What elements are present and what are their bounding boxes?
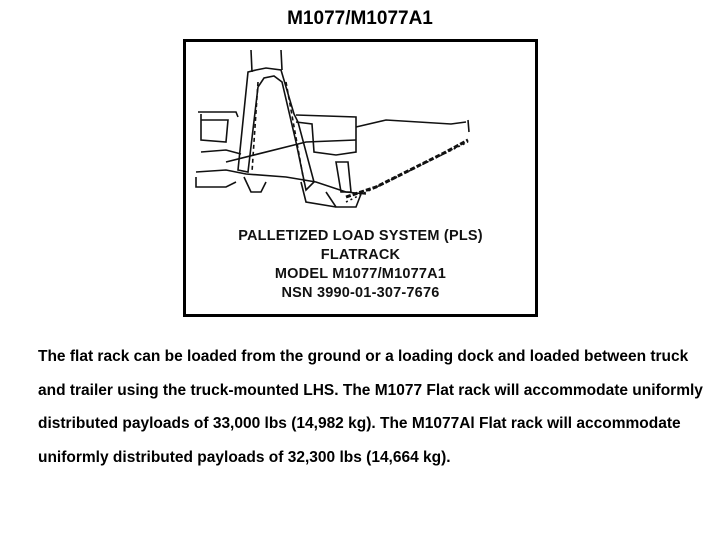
figure-caption bbox=[186, 227, 535, 303]
page-title: M1077/M1077A1 bbox=[287, 8, 433, 29]
caption-line: MODEL M1077/M1077A1 bbox=[274, 266, 447, 282]
caption-line: PALLETIZED LOAD SYSTEM (PLS) bbox=[238, 228, 483, 244]
caption-line: FLATRACK bbox=[320, 247, 401, 263]
caption-line: NSN 3990-01-307-7676 bbox=[281, 285, 440, 301]
description-paragraph: The flat rack can be loaded from the ground or a loading dock and loaded between truck and trailer using the truck-mounted LHS. The M1077 Flat rack will accommodate uniformly distributed payloads of 33,000 lbs (14,982 kg). The M1077Al Flat rack will accommodate uniformly distributed payloads of 32,300 lbs (14,664 kg). bbox=[38, 348, 703, 466]
flatrack-figure bbox=[183, 39, 538, 317]
flatrack-illustration bbox=[186, 42, 535, 222]
